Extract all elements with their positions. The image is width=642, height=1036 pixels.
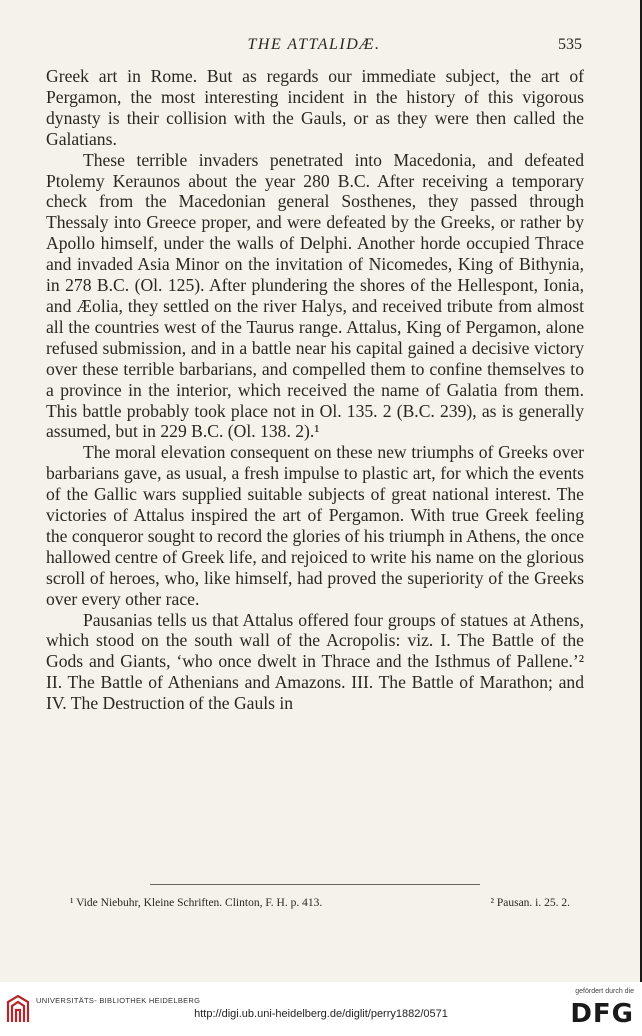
body-text xyxy=(46,66,584,714)
running-title: THE ATTALIDÆ. xyxy=(247,36,381,53)
footnote-rule xyxy=(150,884,480,885)
dfg-logo[interactable]: DFG xyxy=(570,999,634,1029)
footnote-1: ¹ Vide Niebuhr, Kleine Schriften. Clinton, F. H. p. 413. xyxy=(70,897,323,909)
running-head xyxy=(46,36,582,58)
paragraph-3: The moral elevation consequent on these new triumphs of Greeks over barbarians gave, as usual, a fresh impulse to plastic art, for which the events of the Gallic wars supplied suitable subjects of great national interest. The victories of Attalus inspired the art of Pergamon. With true Greek feeling the conqueror sought to record the glories of his triumph in Athens, the once hallowed centre of Greek life, and rejoiced to write his name on the glorious scroll of heroes, who, like himself, had proved the superiority of the Greeks over every other race. xyxy=(46,442,584,609)
footnotes xyxy=(70,897,570,909)
paragraph-1: Greek art in Rome. But as regards our immediate subject, the art of Pergamon, the most interesting incident in the history of this vigorous dynasty is their collision with the Gauls, or as they were then called the Galatians. xyxy=(46,66,584,149)
paragraph-2: These terrible invaders penetrated into Macedonia, and defeated Ptolemy Keraunos about the year 280 B.C. After receiving a temporary check from the Macedonian general Sosthenes, they passed through Thessaly into Greece proper, and were defeated by the Greeks, or rather by Apollo himself, under the walls of Delphi. Another horde occupied Thrace and invaded Asia Minor on the invitation of Nicomedes, King of Bithynia, in 278 B.C. (Ol. 125). After plundering the shores of the Hellespont, Ionia, and Æolia, they settled on the river Halys, and received tribute from almost all the countries west of the Taurus range. Attalus, King of Pergamon, alone refused submission, and in a battle near his capital gained a decisive victory over these terrible barbarians, and compelled them to confine themselves to a province in the interior, which received the name of Galatia from them. This battle probably took place not in Ol. 135. 2 (B.C. 239), as is generally assumed, but in 229 B.C. (Ol. 138. 2).¹ xyxy=(46,149,584,442)
funded-by-label: gefördert durch die xyxy=(575,988,634,995)
paragraph-4: Pausanias tells us that Attalus offered four groups of statues at Athens, which stood on the south wall of the Acropolis: viz. I. The Battle of the Gods and Giants, ‘who once dwelt in Thrace and the Isthmus of Pallene.’² II. The Battle of Athenians and Amazons. III. The Battle of Marathon; and IV. The Destruction of the Gauls in xyxy=(46,609,584,714)
viewer-footer xyxy=(0,982,642,1036)
footnote-2: ² Pausan. i. 25. 2. xyxy=(490,897,570,909)
page-url-link[interactable]: http://digi.ub.uni-heidelberg.de/diglit/perry1882/0571 xyxy=(194,1008,448,1020)
institution-name: UNIVERSITÄTS- BIBLIOTHEK HEIDELBERG xyxy=(36,996,201,1005)
page-number: 535 xyxy=(558,36,582,53)
